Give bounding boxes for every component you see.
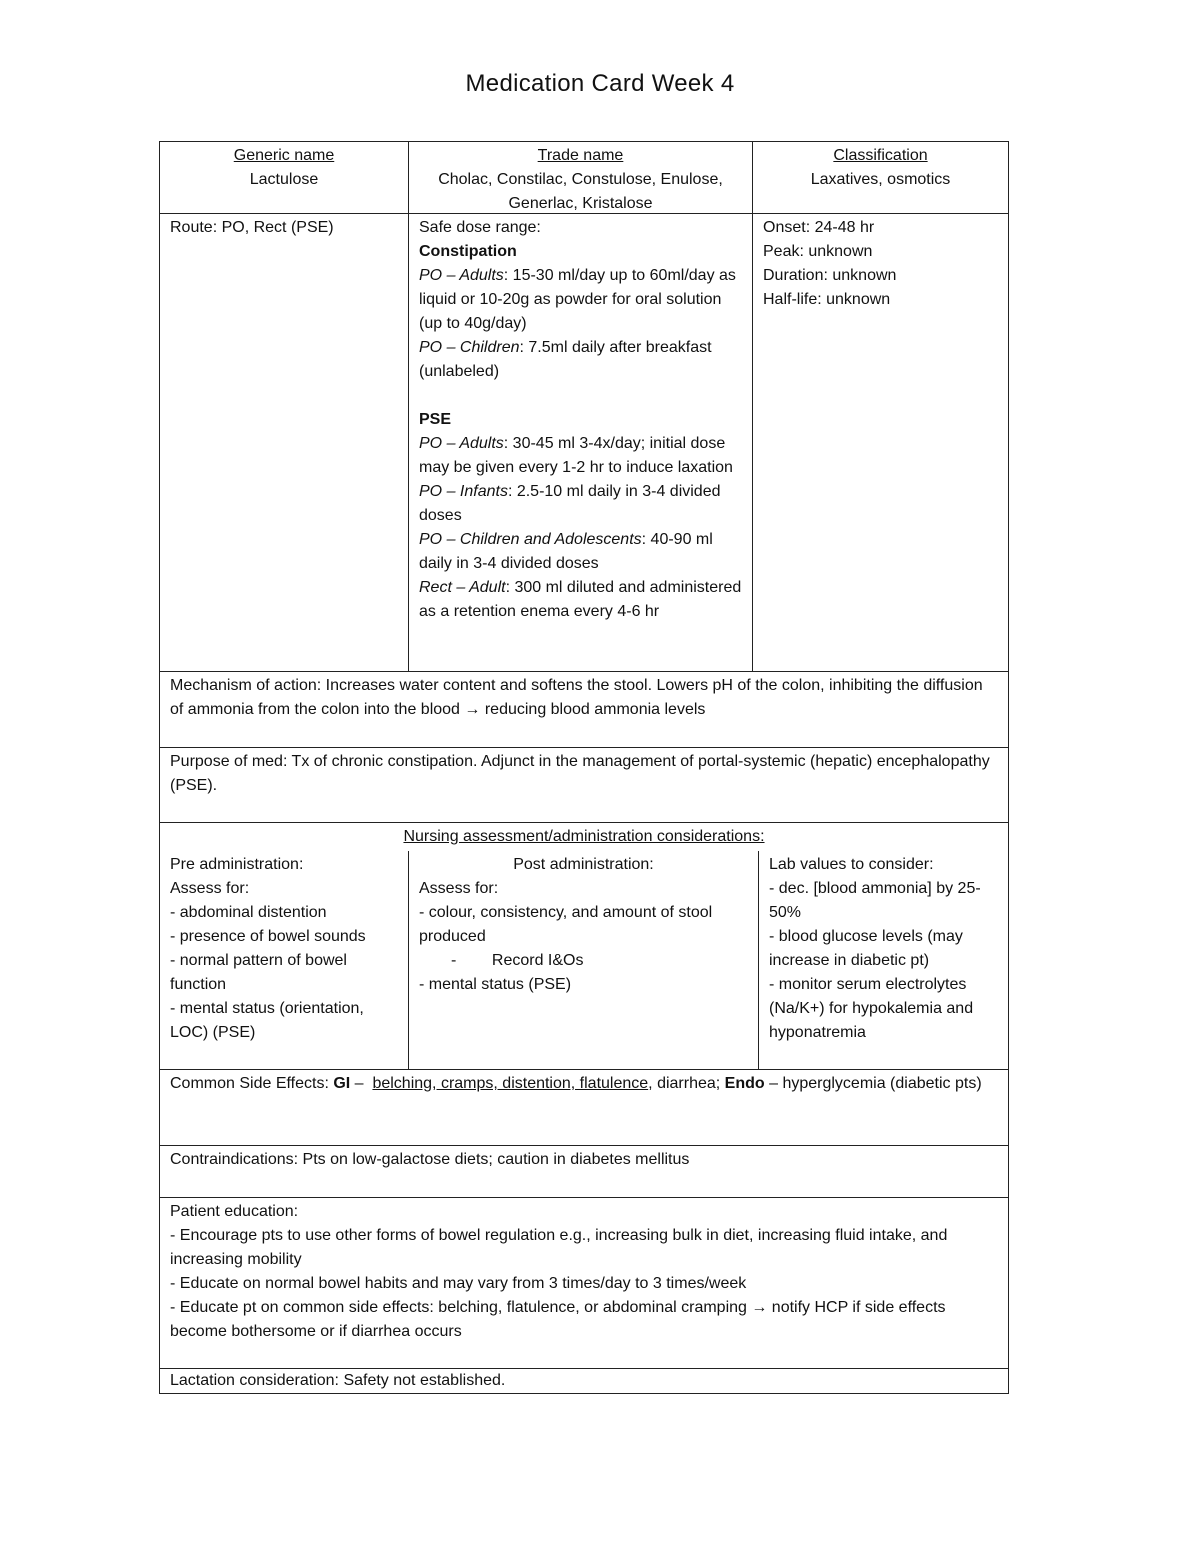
post-item: - colour, consistency, and amount of stool produced: [419, 904, 713, 945]
constipation-heading: Constipation: [419, 243, 517, 260]
names-row: [159, 141, 1009, 214]
post-item-record: - Record I&Os: [451, 952, 584, 969]
pre-admin-assess: Assess for:: [170, 880, 250, 897]
trade-name-cell: [409, 142, 753, 213]
side-effects-row: [159, 1070, 1009, 1146]
lab-item: - monitor serum electrolytes (Na/K+) for hypokalemia and hyponatremia: [769, 976, 974, 1041]
nursing-heading: Nursing assessment/administration considerations:: [403, 828, 765, 845]
pse-rect-adult: Rect – Adult: 300 ml diluted and administered as a retention enema every 4-6 hr: [419, 579, 742, 620]
route-text: Route: PO, Rect (PSE): [170, 219, 334, 236]
pre-administration-cell: [160, 851, 409, 1069]
pse-children: PO – Children and Adolescents: 40-90 ml daily in 3-4 divided doses: [419, 531, 713, 572]
lactation-row: [159, 1369, 1009, 1394]
constipation-adults: PO – Adults: 15-30 ml/day up to 60ml/day as liquid or 10-20g as powder for oral solution (up to 40g/day): [419, 267, 736, 332]
lab-item: - blood glucose levels (may increase in diabetic pt): [769, 928, 963, 969]
lactation-text: Lactation consideration: Safety not established.: [170, 1372, 506, 1389]
post-administration-cell: [409, 851, 759, 1069]
contraindications-row: [159, 1146, 1009, 1198]
pre-item: - presence of bowel sounds: [170, 928, 366, 945]
dose-cell: [409, 214, 753, 671]
side-effects-text: Common Side Effects: GI – belching, cramps, distention, flatulence, diarrhea; Endo – hyperglycemia (diabetic pts): [170, 1075, 982, 1092]
education-item: - Educate on normal bowel habits and may vary from 3 times/day to 3 times/week: [170, 1275, 747, 1292]
dosing-row: [159, 214, 1009, 672]
nursing-columns: [160, 851, 1008, 1069]
education-label: Patient education:: [170, 1203, 299, 1220]
duration-text: Duration: unknown: [763, 267, 897, 284]
classification-label: Classification: [833, 147, 928, 164]
contraindications-text: Contraindications: Pts on low-galactose diets; caution in diabetes mellitus: [170, 1151, 690, 1168]
pre-admin-title: Pre administration:: [170, 856, 304, 873]
education-item: - Educate pt on common side effects: belching, flatulence, or abdominal cramping → notify HCP if side effects become bothersome or if diarrhea occurs: [170, 1299, 946, 1340]
pre-item: - mental status (orientation, LOC) (PSE): [170, 1000, 364, 1041]
nursing-section: [159, 823, 1009, 1070]
generic-name-cell: [160, 142, 409, 213]
pse-heading: PSE: [419, 411, 452, 428]
lab-item: - dec. [blood ammonia] by 25-50%: [769, 880, 981, 921]
trade-name-value: Cholac, Constilac, Constulose, Enulose, Generlac, Kristalose: [438, 171, 723, 212]
purpose-text: Purpose of med: Tx of chronic constipation. Adjunct in the management of portal-systemic (hepatic) encephalopathy (PSE).: [170, 753, 990, 794]
classification-value: Laxatives, osmotics: [810, 171, 951, 188]
lab-title: Lab values to consider:: [769, 856, 934, 873]
education-row: [159, 1198, 1009, 1369]
pre-item: - normal pattern of bowel function: [170, 952, 347, 993]
medication-card-table: [159, 141, 1009, 1394]
dose-label: Safe dose range:: [419, 219, 541, 236]
lab-values-cell: [759, 851, 1008, 1069]
pse-infants: PO – Infants: 2.5-10 ml daily in 3-4 divided doses: [419, 483, 721, 524]
education-cell: [160, 1198, 1008, 1368]
education-item: - Encourage pts to use other forms of bowel regulation e.g., increasing bulk in diet, increasing fluid intake, and increasing mobility: [170, 1227, 948, 1268]
mechanism-text: Mechanism of action: Increases water content and softens the stool. Lowers pH of the colon, inhibiting the diffusion of ammonia from the colon into the blood → reducing blood ammonia levels: [170, 677, 983, 718]
purpose-row: [159, 748, 1009, 823]
trade-name-label: Trade name: [537, 147, 624, 164]
pharmacokinetics-cell: [753, 214, 1008, 671]
half-life-text: Half-life: unknown: [763, 291, 891, 308]
post-admin-title: Post administration:: [513, 856, 654, 873]
pre-item: - abdominal distention: [170, 904, 327, 921]
generic-name-label: Generic name: [233, 147, 335, 164]
onset-text: Onset: 24-48 hr: [763, 219, 875, 236]
peak-text: Peak: unknown: [763, 243, 873, 260]
page-title: Medication Card Week 4: [465, 70, 735, 97]
generic-name-value: Lactulose: [249, 171, 319, 188]
mechanism-row: [159, 672, 1009, 748]
post-item: - mental status (PSE): [419, 976, 572, 993]
classification-cell: [753, 142, 1008, 213]
route-cell: [160, 214, 409, 671]
post-admin-assess: Assess for:: [419, 880, 499, 897]
constipation-children: PO – Children: 7.5ml daily after breakfast (unlabeled): [419, 339, 712, 380]
pse-adults: PO – Adults: 30-45 ml 3-4x/day; initial dose may be given every 1-2 hr to induce laxation: [419, 435, 733, 476]
